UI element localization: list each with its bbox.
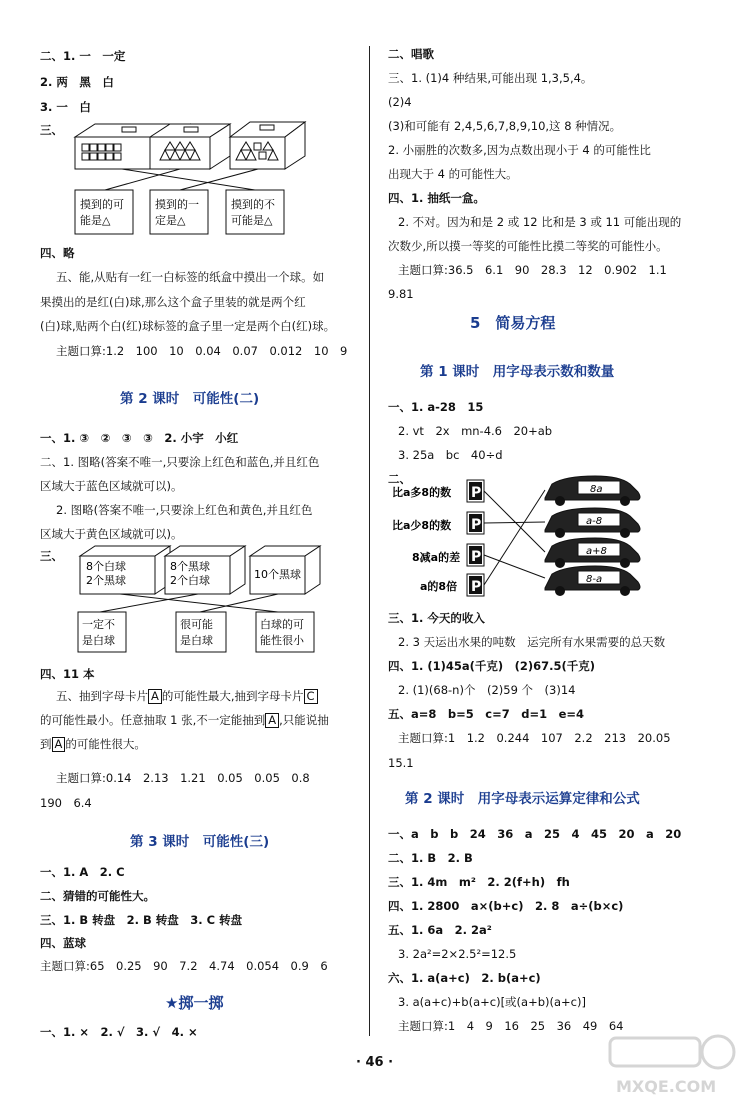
answer-line: (3)和可能有 2,4,5,6,7,8,9,10,这 8 种情况。 (388, 119, 622, 133)
page-number: · 46 · (356, 1055, 394, 1070)
fig2-answer: 是白球 (82, 634, 115, 647)
text-fragment: 到 (40, 737, 52, 751)
answer-line: 主题口算:1 4 9 16 25 36 49 64 (398, 1019, 624, 1033)
answer-line: 9.81 (388, 287, 414, 301)
answer-line: (白)球,贴两个白(红)球标签的盒子里一定是两个白(红)球。 (40, 319, 336, 333)
parking-sign-icon (467, 574, 484, 596)
car-icon (545, 538, 640, 568)
figure-matching-cars (380, 470, 645, 600)
answer-line: 主题口算:0.14 2.13 1.21 0.05 0.05 0.8 (56, 771, 310, 785)
answer-line: 二、唱歌 (388, 47, 434, 61)
fig3-left-label: 比a多8的数 (392, 486, 452, 499)
answer-line: 一、1. A 2. C (40, 865, 125, 879)
answer-line: (2)4 (388, 95, 412, 109)
svg-text:a-8: a-8 (586, 516, 603, 527)
fig2-answer: 是白球 (180, 634, 213, 647)
car-icon (545, 566, 640, 596)
answer-line: 一、1. a-28 15 (388, 400, 484, 414)
svg-text:P: P (471, 485, 482, 501)
answer-line (40, 736, 146, 752)
fig2-box-label: 8个白球 (86, 560, 126, 573)
answer-line: 四、蓝球 (40, 936, 86, 950)
answer-line: 3. a(a+c)+b(a+c)[或(a+b)(a+c)] (398, 995, 586, 1009)
answer-line: 3. 2a²=2×2.5²=12.5 (398, 947, 517, 961)
letter-card-a: A (265, 713, 279, 728)
fig2-box-label: 2个白球 (170, 574, 210, 587)
text-fragment: 五、抽到字母卡片 (56, 689, 148, 703)
answer-line: 二、1. 图略(答案不唯一,只要涂上红色和蓝色,并且红色 (40, 455, 320, 469)
section-heading: 第 1 课时 用字母表示数和数量 (420, 364, 615, 380)
car-icon (545, 476, 640, 506)
fig1-label: 摸到的不 (231, 198, 275, 211)
answer-line: 区域大于黄色区域就可以)。 (40, 527, 183, 541)
letter-card-a: A (148, 689, 162, 704)
fig2-answer: 能性很小 (260, 634, 304, 647)
answer-line: 一、1. × 2. √ 3. √ 4. × (40, 1025, 198, 1039)
svg-text:P: P (471, 549, 482, 565)
answer-line: 三、1. (1)4 种结果,可能出现 1,3,5,4。 (388, 71, 593, 85)
parking-sign-icon (467, 544, 484, 566)
answer-line: 五、a=8 b=5 c=7 d=1 e=4 (388, 707, 585, 721)
fig2-answer: 白球的可 (260, 618, 304, 631)
svg-text:P: P (471, 517, 482, 533)
fig1-label: 摸到的可 (80, 198, 124, 211)
answer-line: 3. 一 白 (40, 100, 91, 114)
svg-text:P: P (471, 579, 482, 595)
answer-line: 出现大于 4 的可能性大。 (388, 167, 518, 181)
answer-line: 次数少,所以摸一等奖的可能性比摸二等奖的可能性小。 (388, 239, 668, 253)
answer-line: 四、略 (40, 246, 75, 260)
answer-line: 2. 不对。因为和是 2 或 12 比和是 3 或 11 可能出现的 (398, 215, 682, 229)
fig1-label: 摸到的一 (155, 198, 199, 211)
answer-line: 果摸出的是红(白)球,那么这个盒子里装的就是两个红 (40, 295, 306, 309)
section-heading: 第 2 课时 可能性(二) (120, 391, 260, 407)
figure-boxes-1 (60, 112, 320, 247)
answer-line: 四、1. (1)45a(千克) (2)67.5(千克) (388, 659, 596, 673)
answer-line: 2. vt 2x mn-4.6 20+ab (398, 424, 553, 438)
answer-line: 2. 图略(答案不唯一,只要涂上红色和黄色,并且红色 (56, 503, 313, 517)
watermark-logo (600, 1030, 740, 1100)
fig2-answer: 一定不 (82, 618, 115, 631)
section-heading: 第 2 课时 用字母表示运算定律和公式 (405, 791, 640, 807)
answer-line: 二、1. 一 一定 (40, 49, 126, 63)
answer-line: 二、1. B 2. B (388, 851, 473, 865)
text-fragment: 的可能性最小。任意抽取 1 张,不一定能抽到 (40, 713, 266, 727)
answer-line: 3. 25a bc 40÷d (398, 448, 503, 462)
answer-line: 五、能,从贴有一红一白标签的纸盒中摸出一个球。如 (56, 270, 325, 284)
fig2-box-label: 10个黑球 (254, 568, 301, 581)
answer-line: 2. 两 黑 白 (40, 75, 114, 89)
answer-line: 2. 小丽胜的次数多,因为点数出现小于 4 的可能性比 (388, 143, 651, 157)
answer-line: 区域大于蓝色区域就可以)。 (40, 479, 183, 493)
answer-line: 四、1. 2800 a×(b+c) 2. 8 a÷(b×c) (388, 899, 624, 913)
answer-line: 主题口算:1 1.2 0.244 107 2.2 213 20.05 (398, 731, 671, 745)
svg-text:8a: 8a (590, 484, 603, 495)
section-heading: 第 3 课时 可能性(三) (130, 834, 270, 850)
answer-line: 五、1. 6a 2. 2a² (388, 923, 492, 937)
answer-line: 主题口算:36.5 6.1 90 28.3 12 0.902 1.1 (398, 263, 667, 277)
figure-boxes-2 (60, 542, 330, 660)
chapter-heading: 5 简易方程 (470, 314, 556, 332)
answer-line: 15.1 (388, 756, 414, 770)
answer-line: 三、1. B 转盘 2. B 转盘 3. C 转盘 (40, 913, 243, 927)
answer-line: 主题口算:1.2 100 10 0.04 0.07 0.012 10 9 (56, 344, 348, 358)
answer-line: 主题口算:65 0.25 90 7.2 4.74 0.054 0.9 6 (40, 959, 328, 973)
fig1-label: 可能是△ (231, 214, 273, 227)
section-heading: ★掷一掷 (165, 994, 224, 1012)
answer-line: 三、 (40, 549, 63, 563)
answer-line: 一、1. ③ ② ③ ③ 2. 小宇 小红 (40, 431, 239, 445)
fig2-answer: 很可能 (180, 618, 213, 631)
answer-line: 三、 (40, 123, 63, 137)
box-triangles (150, 124, 230, 169)
letter-card-c: C (304, 689, 318, 704)
car-icon (545, 508, 640, 538)
answer-line: 二、猜错的可能性大。 (40, 889, 155, 903)
answer-line: 六、1. a(a+c) 2. b(a+c) (388, 971, 541, 985)
answer-line (40, 712, 329, 728)
fig3-left-label: a的8倍 (420, 580, 458, 593)
parking-sign-icon (467, 512, 484, 534)
fig1-label: 定是△ (155, 214, 186, 227)
text-fragment: 的可能性最大,抽到字母卡片 (161, 689, 304, 703)
letter-card-a: A (52, 737, 66, 752)
answer-line: 190 6.4 (40, 796, 92, 810)
answer-line (56, 688, 318, 704)
svg-text:a+8: a+8 (586, 546, 607, 557)
column-divider (369, 46, 370, 1036)
answer-line: 四、1. 抽纸一盒。 (388, 191, 485, 205)
answer-line: 三、1. 今天的收入 (388, 611, 485, 625)
answer-line: 2. (1)(68-n)个 (2)59 个 (3)14 (398, 683, 576, 697)
svg-text:8-a: 8-a (586, 574, 603, 585)
parking-sign-icon (467, 480, 484, 502)
watermark-text: MXQE.COM (616, 1077, 717, 1096)
fig2-box-label: 2个黑球 (86, 574, 126, 587)
answer-line: 三、1. 4m m² 2. 2(f+h) fh (388, 875, 570, 889)
fig3-left-label: 8减a的差 (412, 551, 461, 564)
answer-line: 四、11 本 (40, 667, 95, 681)
fig2-box-label: 8个黑球 (170, 560, 210, 573)
answer-line: 二、 (388, 472, 411, 486)
answer-line: 一、a b b 24 36 a 25 4 45 20 a 20 (388, 827, 682, 841)
fig3-left-label: 比a少8的数 (392, 519, 452, 532)
text-fragment: ,只能说抽 (279, 713, 329, 727)
fig1-label: 能是△ (80, 214, 111, 227)
answer-line: 2. 3 天运出水果的吨数 运完所有水果需要的总天数 (398, 635, 666, 649)
box-mixed (230, 122, 305, 169)
text-fragment: 的可能性很大。 (65, 737, 146, 751)
